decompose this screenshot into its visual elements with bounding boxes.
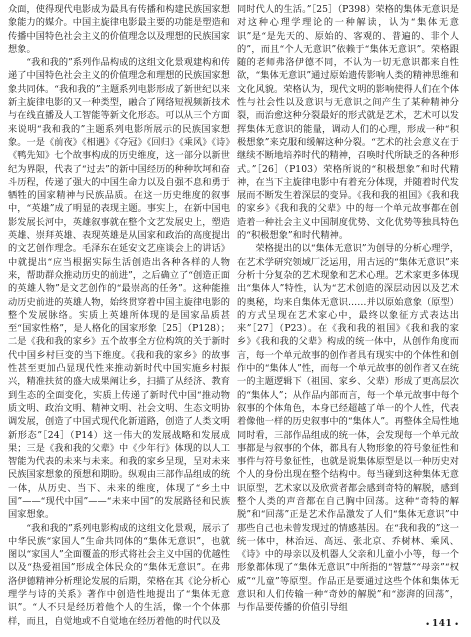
right-paragraph-2: 荣格提出的以“集体无意识”为创导的分析心理学，在艺术学研究领域厂泛运用，用古远的“集体无意识”来分析十分复杂的艺术现象和艺术心理。艺术家更多体现出“集体人”特性，认为“艺术创造的深层动因以及艺术的奥秘，均来自集体无意识……并以原始意象（原型）的方式呈现在艺术家心中，最终以象征方式表达出来”［27］（P23）。在《我和我的祖国》《我和我的家乡》《我和我的父辈》构成的统一体中，从创作角度而言，每一个单元故事的创作者具有现实中的个体性和创作中的“集体人”性，而每一个单元故事的创作者又在统一的主题逻辑下（祖国、家乡、父辈）形成了更高层次的“集体人”；从作品内部而言，每一个单元故事中每个叙事的个体角色，本身已经超越了单一的个人性，代表着像他一样的历史叙事中的“集体人”。再整体全局性地同时看，三部作品组成的统一体，会发现每一个单元故事都是与叙事的个体，都具有人物形象的符号象征性和事件与符号象征性，也就是说集体原型是以一种历史对个人的身份出现在整个结构中。每当碰到这种集体无意识原型，艺术家以及欣赏者都会感到奇特的解脱，感到整个人类的声音都在自己胸中回荡。这种“奇特的解脱”和“回荡”正是艺术作品激发了人们“集体无意识”中那些自己也未曾发现过的情感基因。在“我和我的”这一统一体中，林治远、高远、张北京、乔树林、乘风、《诗》中的母亲以及机器人父亲和儿童小小等，每一个形象都体现了“集体无意识”中所指的“智慧”“母亲”“权威”“儿童”等原型。作品正是要通过这些个体和集体无意识和人们传输一种“奇妙的解脱”和“澎湃的回荡”，与作品要传播的价值引导组	[237, 243, 459, 614]
left-paragraph-3: “我和我的”系列电影构成的这组文化景观，展示了中华民族“家国人”生命共同体的“集体无意识”，也就图以“家国人”全面覆盖的形式将社会主义中国的优越性以及“热爱祖国”形成全体民众的“集体无意识”。在弗洛伊德精神分析理论发展的后期，荣格在其《论分析心理学与诗的关系》著作中创造性地提出了“集体无意识”。“人不只是经历着他个人的生活，像一个个体那样，而且，自觉地或不自觉地在经历着他的时代以及	[8, 522, 230, 627]
left-paragraph-1: 众面，使得现代电影成为最具有传播和构建民族国家想象能力的媒介。中国主旋律电影最主要的功能是塑造和传播中国特色社会主义的价值理念以及理想的民族国家想象。	[8, 4, 230, 55]
footer-bullet-right: •	[454, 619, 459, 629]
left-paragraph-2: “我和我的”系列作品构成的这组文化景观建构和传递了中国特色社会主义的价值理念和理想的民族国家想象共同体。“我和我的”主题系列电影形成了新世纪以来新主旋律电影的又一种类型，融合了网络短视频新技术与在线直播及人工智能等新文化形态。可以从三个方面来说明“我和我的”主题系列电影所展示的民族国家想象。一是《前夜》《相遇》《夺冠》《回归》《乘风》《诗》《鸭先知》七个故事构成的历史维度，这一部分以新世纪为界限，代表了“过去”的新中国经历的种种坎坷和奋斗历程，传递了强大的中国生命力以及自强不息和勇于牺牲的国家精神与民族品质。在这一历史维度的叙事中，“英雄”成了明显的表现主题。事实上，在新中国电影发展长河中，英雄叙事就在整个文艺发展史上，塑造英雄、崇拜英雄、表现英雄是从国家和政治的高度提出的文艺创作理念。毛泽东在延安文艺座谈会上的讲话》中就提出“应当根据实际生活创造出各种各样的人物来，帮助群众推动历史的前进”，之后确立了“创造正面的英雄人物”是文艺创作的“最崇高的任务”。这种能推动历史前进的英雄人物，始终贯穿着中国主旋律电影的整个发展脉络。实质上英雄所体现的是国家品质甚至“国家性格”，是人格化的国家形象［25］（P128）；二是《我和我的家乡》五个故事全方位构筑的关于新时代中国乡村巨变的当下维度。《我和我的家乡》的故事性甚至更加凸显现代性来推动新时代中国实施乡村振兴，精准扶贫的盛大成果阐让乡，扫描了从经济、教育到生态的全面变化，实质上传递了新时代中国“推动物质文明、政治文明、精神文明、社会文明、生态文明协调发展，创造了中国式现代化新道路，创造了人类文明新形态”［24］（P14）这一伟大的发展战略和发展成果；三是《我和我的父辈》中《少年行》体现的以人工智能为代表的未来与未来。和我的家乡呈现，呈对未来民族国家想象的预想和期盼。纵观由三部作品组成的统一体，从历史、当下、未来的维度，体现了“乡土中国”——“现代中国”——“未来中国”的发展路径和民族国家想象。	[8, 57, 230, 521]
right-paragraph-1: 同时代人的生活。”［25］（P398）荣格的集体无意识是对这种心理学理论的一种解读，认为“集体无意识”是“是先天的、原始的、客观的、普遍的、非个人的”，而且“个人无意识”依赖于“集体无意识”。荣格跟随的老师弗洛伊德不同，不认为一切无意识都来自性欲，“集体无意识”通过原始遗传影响人类的精神思维和文化风貌。荣格认为，现代文明的影响使得人们在个体性与社会性以及意识与无意识之间产生了某种精神分裂，而治愈这种分裂最好的形式就是艺术，艺术可以发挥集体无意识的能量，调动人们的心理，形成一种“积极想象”来克服和缓解这种分裂。“艺术的社会意义在于继续不断地培养时代的精神，召唤时代所缺乏的各种形式。”［26］（P103）荣格所说的“积极想象”和时代精神，在当下主旋律电影中有着充分体现，并随着时代发展而不断发生着深层的变异。《我和我的祖国》《我和我的家乡》《我和我的父辈》中的每一个单元故事都在创造着一种社会主义中国制度优势、文化优势等独具特色的“积极想象”和时代精神。	[237, 4, 459, 242]
page-footer	[425, 619, 459, 629]
page-number: 141	[431, 619, 453, 629]
right-column	[237, 3, 459, 617]
left-column	[8, 3, 230, 627]
footer-bullet: •	[425, 619, 430, 629]
